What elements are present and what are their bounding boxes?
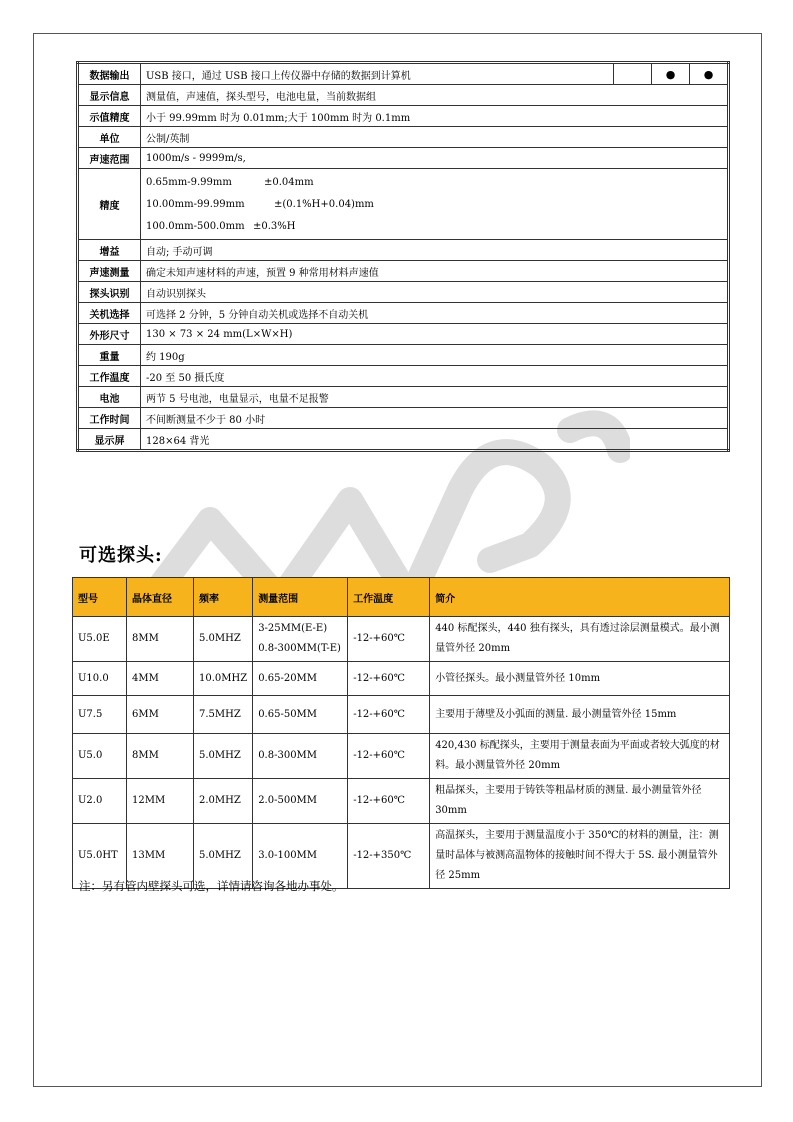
column-header: 工作温度 <box>348 578 430 617</box>
spec-value: 128×64 背光 <box>141 429 729 451</box>
probe-temperature: -12-+60℃ <box>348 617 430 662</box>
accuracy-tolerance: ±(0.1%H+0.04)mm <box>274 198 374 210</box>
column-header: 晶体直径 <box>127 578 194 617</box>
spec-row <box>78 366 729 387</box>
probe-range-line: 0.8-300MM(T-E) <box>258 643 341 654</box>
probe-description: 440 标配探头，440 独有探头，具有透过涂层测量模式。最小测量管外径 20mm <box>430 617 730 662</box>
probe-diameter: 12MM <box>127 779 194 824</box>
spec-label: 关机选择 <box>78 303 141 324</box>
probe-description: 小管径探头。最小测量管外径 10mm <box>430 662 730 696</box>
probe-description: 高温探头，主要用于测量温度小于 350℃的材料的测量，注：测量时晶体与被测高温物体的接触时间不得大于 5S. 最小测量管外径 25mm <box>430 824 730 889</box>
spec-value: 小于 99.99mm 时为 0.01mm;大于 100mm 时为 0.1mm <box>141 106 729 127</box>
probe-temperature: -12-+60℃ <box>348 696 430 734</box>
probe-model: U5.0 <box>73 734 127 779</box>
spec-row <box>78 85 729 106</box>
probe-range-line: 3-25MM(E-E) <box>258 623 328 634</box>
spec-value: 自动; 手动可调 <box>141 240 729 261</box>
spec-value: -20 至 50 摄氏度 <box>141 366 729 387</box>
spec-row <box>78 261 729 282</box>
spec-value: 1000m/s - 9999m/s, <box>141 148 729 169</box>
accuracy-line <box>146 171 722 193</box>
spec-label: 示值精度 <box>78 106 141 127</box>
spec-row-accuracy <box>78 169 729 240</box>
probe-model: U7.5 <box>73 696 127 734</box>
probe-range: 0.65-50MM <box>253 696 348 734</box>
accuracy-range: 10.00mm-99.99mm <box>146 198 245 210</box>
spec-row <box>78 303 729 324</box>
accuracy-values <box>141 169 729 240</box>
spec-row <box>78 408 729 429</box>
probe-temperature: -12-+60℃ <box>348 734 430 779</box>
probe-diameter: 4MM <box>127 662 194 696</box>
probe-model: U5.0HT <box>73 824 127 889</box>
table-row <box>73 734 730 779</box>
probe-diameter: 13MM <box>127 824 194 889</box>
spec-label: 数据输出 <box>78 63 141 85</box>
accuracy-line <box>146 215 722 237</box>
probe-frequency: 7.5MHZ <box>194 696 253 734</box>
probe-model: U5.0E <box>73 617 127 662</box>
probe-temperature: -12-+350℃ <box>348 824 430 889</box>
spec-label: 电池 <box>78 387 141 408</box>
probe-model: U2.0 <box>73 779 127 824</box>
spec-label: 显示屏 <box>78 429 141 451</box>
probe-frequency: 2.0MHZ <box>194 779 253 824</box>
spec-mark: ● <box>652 63 690 85</box>
spec-label: 精度 <box>78 169 141 240</box>
probe-range: 0.8-300MM <box>253 734 348 779</box>
probe-description: 主要用于薄壁及小弧面的测量. 最小测量管外径 15mm <box>430 696 730 734</box>
spec-value: 两节 5 号电池，电量显示，电量不足报警 <box>141 387 729 408</box>
spec-table <box>76 61 730 452</box>
table-row <box>73 696 730 734</box>
spec-label: 声速范围 <box>78 148 141 169</box>
probe-frequency: 5.0MHZ <box>194 617 253 662</box>
probe-range: 3.0-100MM <box>253 824 348 889</box>
spec-label: 单位 <box>78 127 141 148</box>
probe-diameter: 8MM <box>127 734 194 779</box>
probe-temperature: -12-+60℃ <box>348 779 430 824</box>
probe-frequency: 10.0MHZ <box>194 662 253 696</box>
spec-label: 增益 <box>78 240 141 261</box>
probe-model: U10.0 <box>73 662 127 696</box>
spec-label: 声速测量 <box>78 261 141 282</box>
spec-row <box>78 282 729 303</box>
spec-label: 外形尺寸 <box>78 324 141 345</box>
spec-row <box>78 345 729 366</box>
spec-value: 不间断测量不少于 80 小时 <box>141 408 729 429</box>
table-row <box>73 779 730 824</box>
column-header: 型号 <box>73 578 127 617</box>
probe-diameter: 6MM <box>127 696 194 734</box>
spec-mark <box>614 63 652 85</box>
accuracy-range: 0.65mm-9.99mm <box>146 176 232 188</box>
spec-label: 重量 <box>78 345 141 366</box>
spec-row <box>78 148 729 169</box>
accuracy-tolerance: ±0.3%H <box>253 220 296 232</box>
probe-description: 粗晶探头，主要用于铸铁等粗晶材质的测量. 最小测量管外径 30mm <box>430 779 730 824</box>
spec-value: 确定未知声速材料的声速，预置 9 种常用材料声速值 <box>141 261 729 282</box>
probe-range <box>253 617 348 662</box>
spec-value: 自动识别探头 <box>141 282 729 303</box>
probe-table <box>72 577 730 889</box>
probe-frequency: 5.0MHZ <box>194 824 253 889</box>
footnote: 注：另有管内壁探头可选，详情请咨询各地办事处。 <box>79 879 344 893</box>
probe-diameter: 8MM <box>127 617 194 662</box>
spec-row <box>78 63 729 85</box>
spec-row <box>78 387 729 408</box>
spec-row <box>78 240 729 261</box>
probe-frequency: 5.0MHZ <box>194 734 253 779</box>
spec-value: 约 190g <box>141 345 729 366</box>
spec-label: 工作温度 <box>78 366 141 387</box>
spec-row <box>78 106 729 127</box>
spec-value: USB 接口，通过 USB 接口上传仪器中存储的数据到计算机 <box>141 63 614 85</box>
accuracy-tolerance: ±0.04mm <box>264 176 314 188</box>
spec-row <box>78 324 729 345</box>
spec-value: 可选择 2 分钟，5 分钟自动关机或选择不自动关机 <box>141 303 729 324</box>
probe-header-row <box>73 578 730 617</box>
spec-value: 测量值，声速值，探头型号，电池电量，当前数据组 <box>141 85 729 106</box>
spec-label: 显示信息 <box>78 85 141 106</box>
column-header: 频率 <box>194 578 253 617</box>
spec-row <box>78 429 729 451</box>
accuracy-line <box>146 193 722 215</box>
table-row <box>73 662 730 696</box>
column-header: 测量范围 <box>253 578 348 617</box>
accuracy-range: 100.0mm-500.0mm <box>146 220 245 232</box>
spec-value: 130 × 73 × 24 mm(L×W×H) <box>141 324 729 345</box>
spec-row <box>78 127 729 148</box>
spec-mark: ● <box>690 63 729 85</box>
probe-range: 2.0-500MM <box>253 779 348 824</box>
table-row <box>73 617 730 662</box>
spec-label: 工作时间 <box>78 408 141 429</box>
spec-label: 探头识别 <box>78 282 141 303</box>
probe-temperature: -12-+60℃ <box>348 662 430 696</box>
column-header: 简介 <box>430 578 730 617</box>
probe-range: 0.65-20MM <box>253 662 348 696</box>
spec-value: 公制/英制 <box>141 127 729 148</box>
probe-section-heading: 可选探头: <box>79 545 163 566</box>
probe-description: 420,430 标配探头，主要用于测量表面为平面或者较大弧度的材料。最小测量管外径 20mm <box>430 734 730 779</box>
